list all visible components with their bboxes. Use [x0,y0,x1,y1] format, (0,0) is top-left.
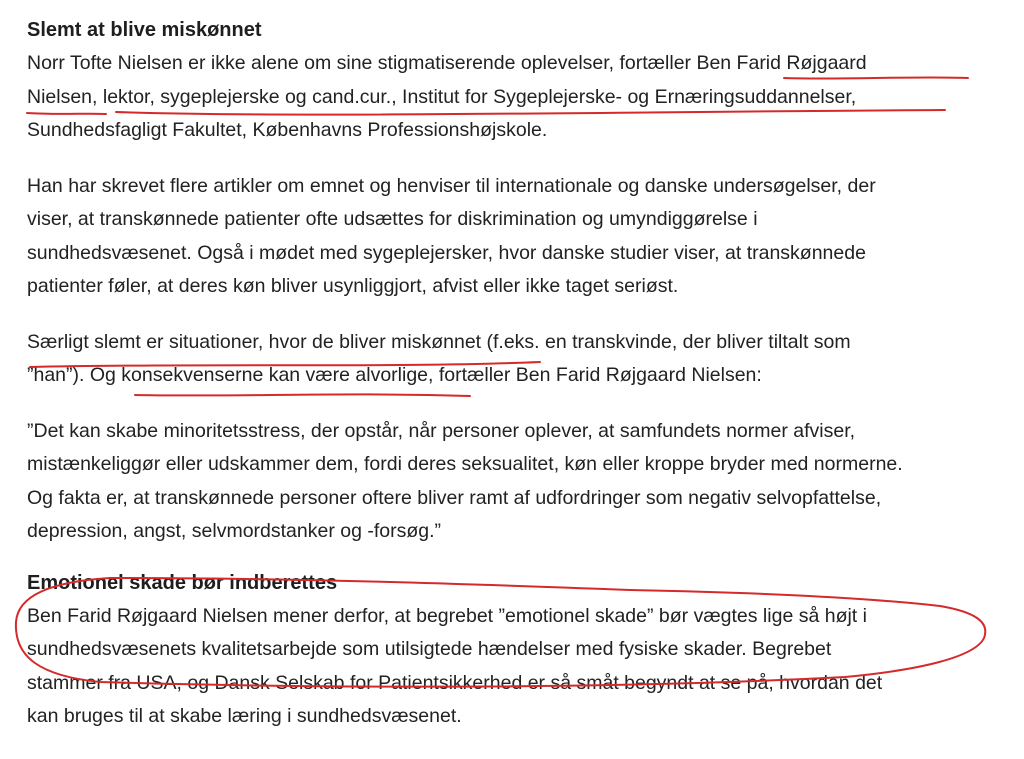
text-line: depression, angst, selvmordstanker og -forsøg.” [27,520,442,542]
text-line: ”Det kan skabe minoritetsstress, der opstår, når personer oplever, at samfundets normer afviser, [27,419,856,442]
text-line: Særligt slemt er situationer, hvor de bliver miskønnet (f.eks. en transkvinde, der bliver tiltalt som [27,330,851,353]
text-line: Norr Tofte Nielsen er ikke alene om sine stigmatiserende oplevelser, fortæller Ben Farid Røjgaard [27,52,867,74]
paragraph-1 [27,47,1012,148]
paragraph-3 [27,326,1012,393]
paragraph-5 [27,600,1012,734]
quote-paragraph [27,415,1012,549]
text-line: Nielsen, lektor, sygeplejerske og cand.cur., Institut for Sygeplejerske- og Ernæringsuddannelser, [27,85,857,108]
text-line: sundhedsvæsenets kvalitetsarbejde som utilsigtede hændelser med fysiske skader. Begrebet [27,638,832,660]
text-line: ”han”). Og konsekvenserne kan være alvorlige, fortæller Ben Farid Røjgaard Nielsen: [27,364,762,386]
text-line: Sundhedsfagligt Fakultet, Københavns Professionshøjskole. [27,119,548,141]
text-line: mistænkeliggør eller udskammer dem, fordi deres seksualitet, køn eller kroppe bryder med normerne. [27,453,903,475]
paragraph-2 [27,170,1012,304]
text-line: Ben Farid Røjgaard Nielsen mener derfor, at begrebet ”emotionel skade” bør vægtes lige så højt i [27,604,867,627]
text-line: viser, at transkønnede patienter ofte udsættes for diskrimination og umyndiggørelse i [27,208,758,230]
text-line: Og fakta er, at transkønnede personer oftere bliver ramt af udfordringer som negativ selvopfattelse, [27,486,882,509]
article-excerpt [27,14,1012,734]
text-line: Han har skrevet flere artikler om emnet og henviser til internationale og danske undersøgelser, der [27,174,876,197]
section-heading-miskonnet: Slemt at blive miskønnet [27,19,262,41]
section-heading-emotionel-skade: Emotionel skade bør indberettes [27,571,338,594]
text-line: stammer fra USA, og Dansk Selskab for Patientsikkerhed er så småt begyndt at se på, hvordan det [27,671,883,694]
text-line: patienter føler, at deres køn bliver usynliggjort, afvist eller ikke taget seriøst. [27,275,679,297]
text-line: sundhedsvæsenet. Også i mødet med sygeplejersker, hvor danske studier viser, at transkønnede [27,241,866,264]
text-line: kan bruges til at skabe læring i sundhedsvæsenet. [27,705,462,727]
